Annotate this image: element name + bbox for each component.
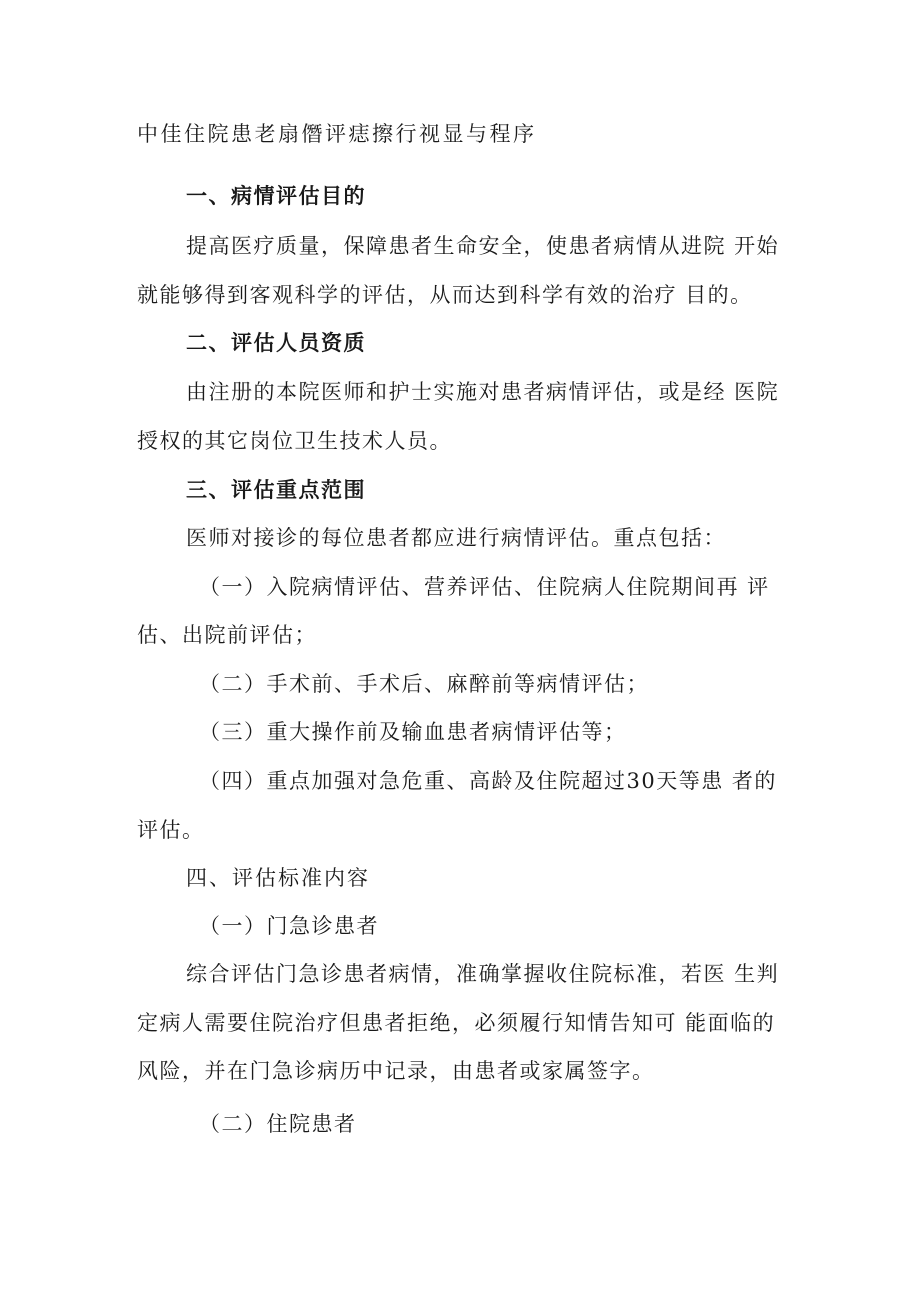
section-heading-qualification: 二、评估人员资质 <box>186 331 366 355</box>
paragraph-line: 综合评估门急诊患者病情，准确掌握收住院标准，若医 生判 <box>186 962 780 986</box>
subheading-inpatient: （二）住院患者 <box>199 1112 357 1136</box>
paragraph-line: 授权的其它岗位卫生技术人员。 <box>137 429 452 453</box>
paragraph-line: 医师对接诊的每位患者都应进行病情评估。重点包括： <box>186 526 726 550</box>
list-item: （三）重大操作前及输血患者病情评估等； <box>199 720 627 744</box>
document-title: 中佳住院患老扇僭评痣擦行视显与程序 <box>137 122 537 146</box>
paragraph-line: 定病人需要住院治疗但患者拒绝，必须履行知情告知可 能面临的 <box>137 1011 776 1035</box>
paragraph-line: 提高医疗质量，保障患者生命安全，使患者病情从进院 开始 <box>186 234 780 258</box>
section-heading-scope: 三、评估重点范围 <box>186 478 366 502</box>
list-item: 评估。 <box>137 818 205 842</box>
list-item: （四）重点加强对急危重、高龄及住院超过30天等患 者的 <box>199 769 777 793</box>
paragraph-line: 就能够得到客观科学的评估，从而达到科学有效的治疗 目的。 <box>137 283 753 307</box>
section-heading-purpose: 一、病情评估目的 <box>186 184 366 208</box>
subheading-outpatient: （一）门急诊患者 <box>199 914 379 938</box>
list-item: 估、出院前评估； <box>137 623 317 647</box>
paragraph-line: 由注册的本院医师和护士实施对患者病情评估，或是经 医院 <box>186 380 780 404</box>
list-item: （二）手术前、手术后、麻醉前等病情评估； <box>199 672 649 696</box>
paragraph-line: 风险，并在门急诊病历中记录，由患者或家属签字。 <box>137 1059 655 1083</box>
section-heading-criteria: 四、评估标准内容 <box>186 866 370 890</box>
list-item: （一）入院病情评估、营养评估、住院病人住院期间再 评 <box>199 575 770 599</box>
